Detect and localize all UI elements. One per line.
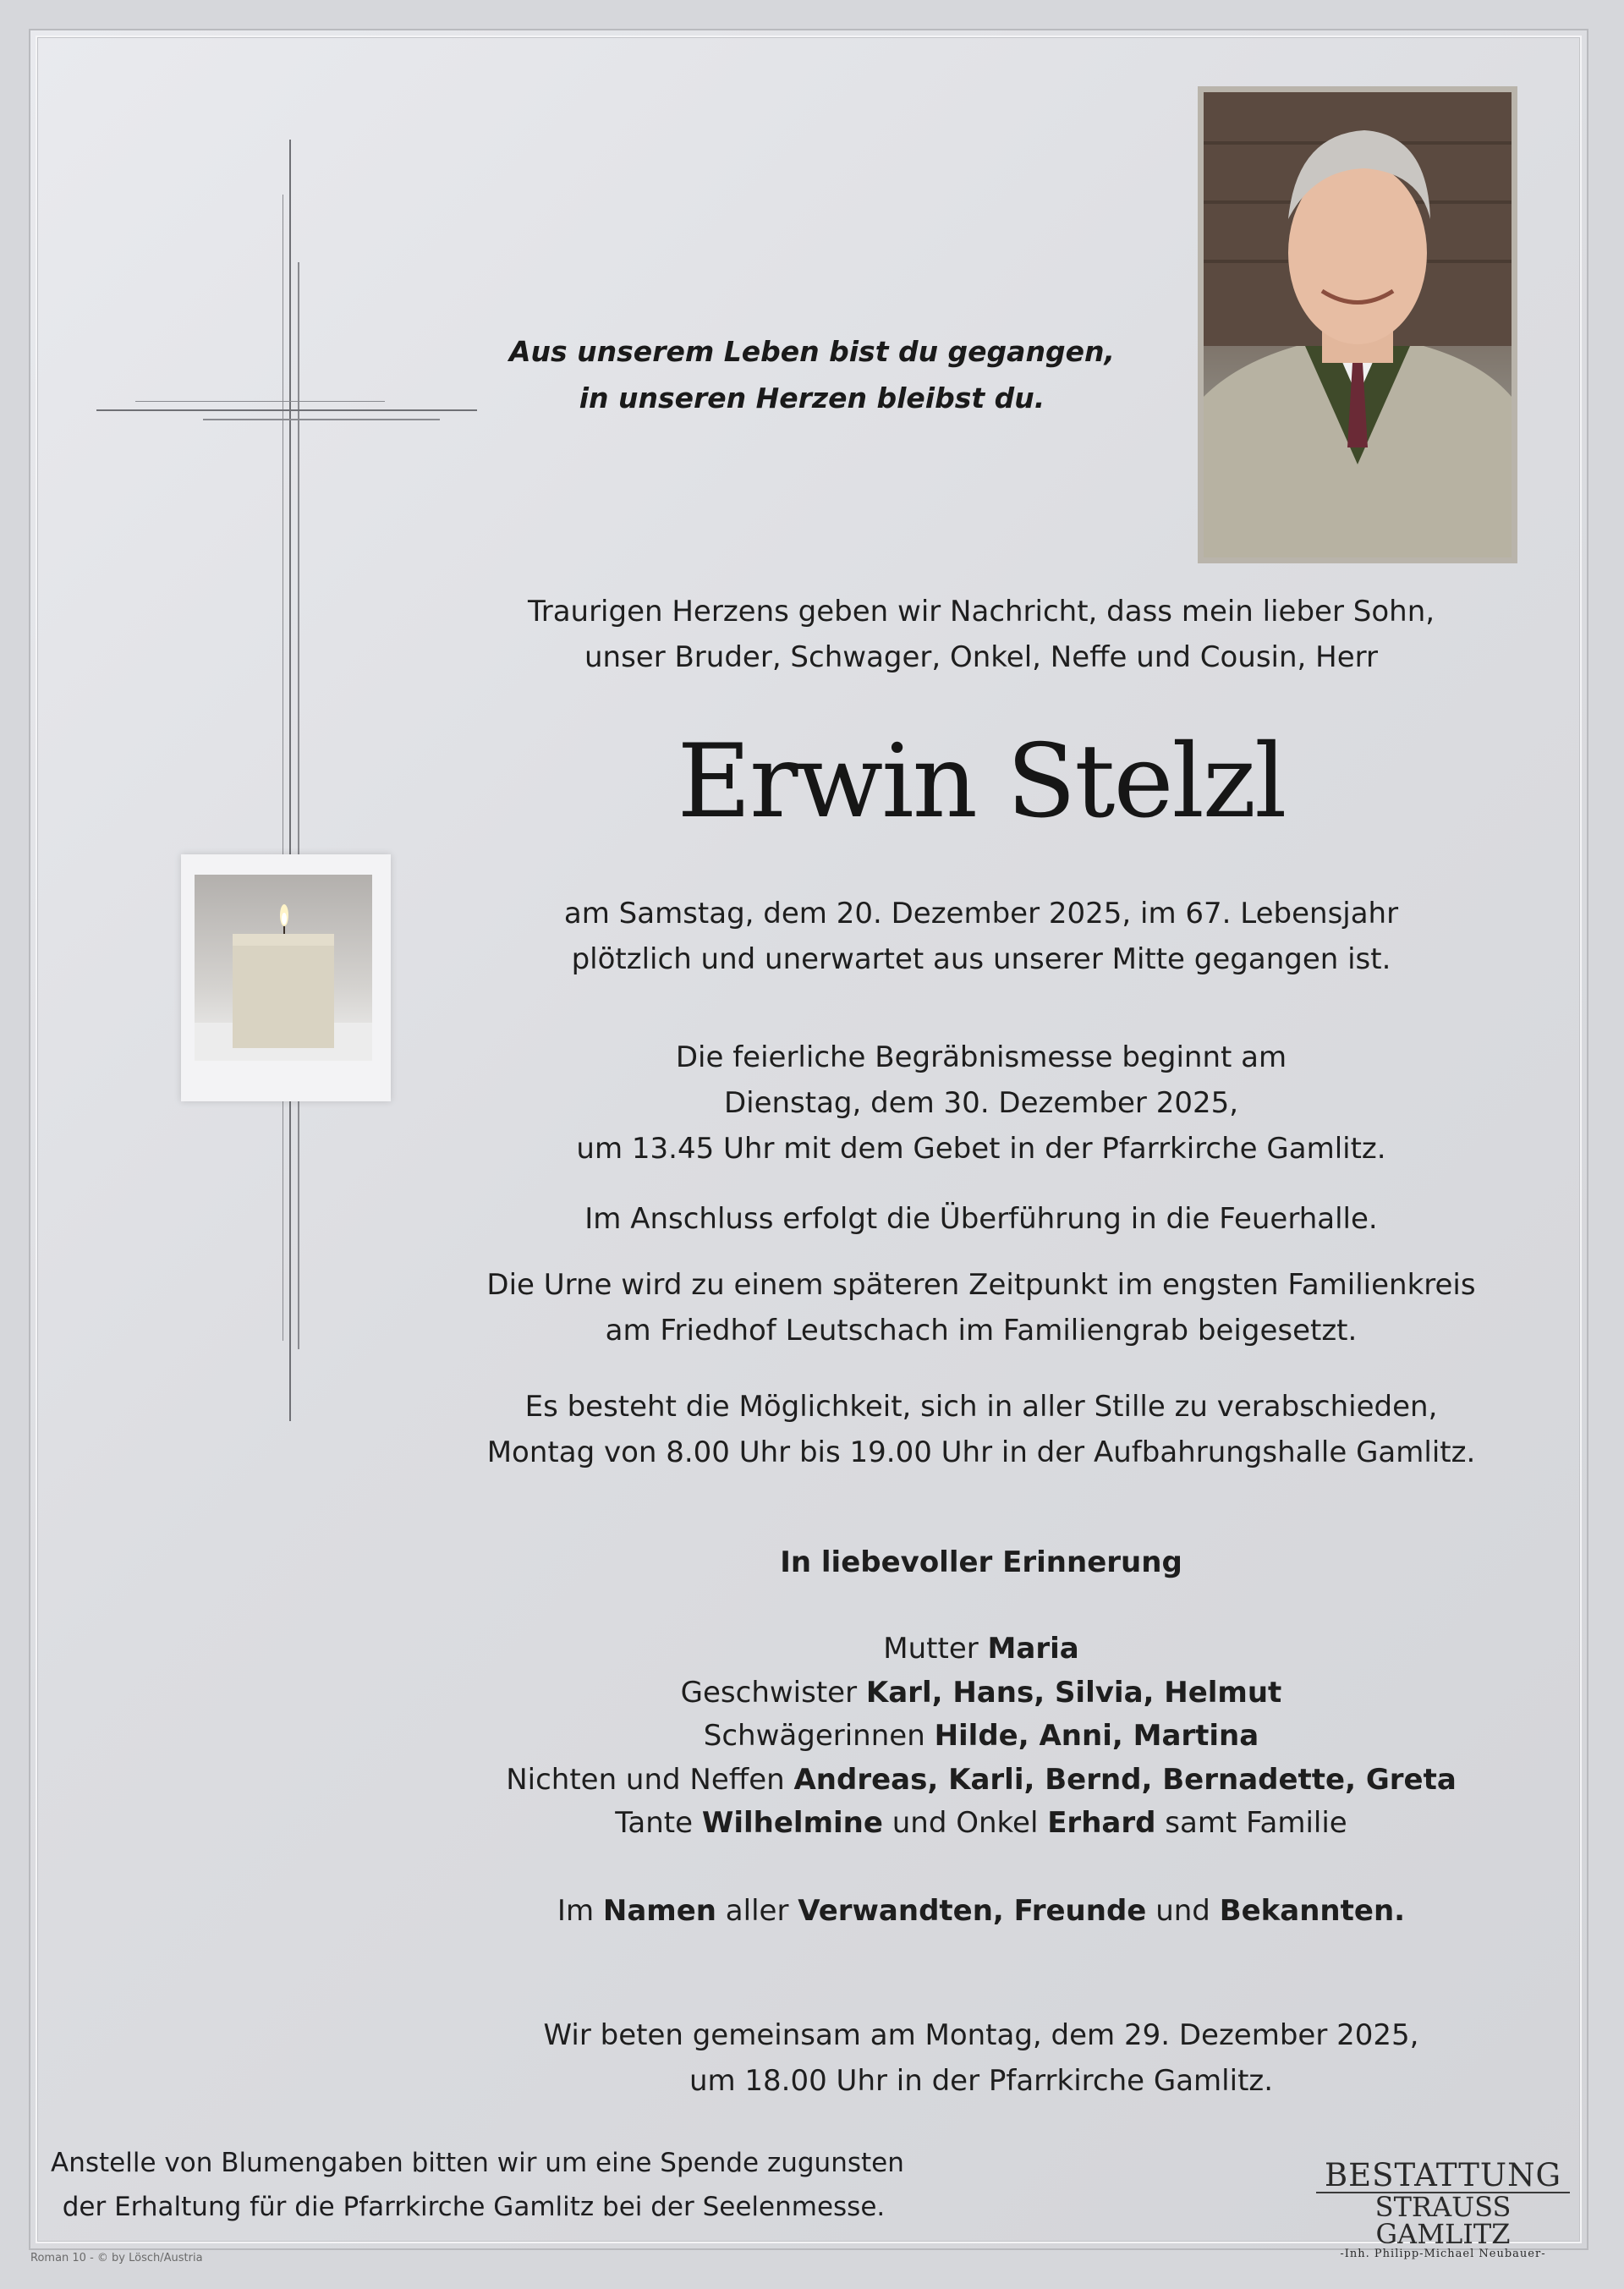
farewell-notice: [389, 1384, 1573, 1475]
prayer-line-1: Wir beten gemeinsam am Montag, dem 29. Dezember 2025,: [543, 2018, 1419, 2052]
logo-line-2: STRAUSS GAMLITZ: [1316, 2192, 1570, 2248]
mourner-mother: [389, 1628, 1573, 1671]
relatives-line: [389, 1888, 1573, 1934]
motto: [474, 328, 1150, 421]
urn-line-2: am Friedhof Leutschach im Familiengrab beigesetzt.: [605, 1314, 1358, 1348]
logo-line-1: BESTATTUNG: [1324, 2157, 1562, 2193]
intro-text: [474, 589, 1489, 680]
mourner-siblings: [389, 1671, 1573, 1715]
relatives-word-1: Im: [557, 1894, 595, 1928]
mourner-nieces: [389, 1759, 1573, 1803]
prayer-notice: [474, 2012, 1489, 2104]
funeral-line-3: um 13.45 Uhr mit dem Gebet in der Pfarrkirche Gamlitz.: [576, 1132, 1386, 1166]
relatives-word-2: Namen: [602, 1894, 716, 1928]
intro-line-1: Traurigen Herzens geben wir Nachricht, dass mein lieber Sohn,: [527, 595, 1435, 629]
family-suffix: samt Familie: [1165, 1806, 1347, 1840]
uncle-label: und Onkel: [892, 1806, 1039, 1840]
relatives-word-6: Bekannten.: [1219, 1894, 1406, 1928]
mother-label: Mutter: [883, 1632, 979, 1666]
funeral-line-1: Die feierliche Begräbnismesse beginnt am: [675, 1040, 1287, 1074]
farewell-line-1: Es besteht die Möglichkeit, sich in aller Stille zu verabschieden,: [524, 1390, 1438, 1424]
logo-line-3: -Inh. Philipp-Michael Neubauer-: [1340, 2248, 1546, 2260]
mourners-list: [389, 1628, 1573, 1846]
copyright-footnote: Roman 10 - © by Lösch/Austria: [30, 2252, 203, 2264]
portrait-icon: [1204, 92, 1512, 557]
aunt-name: Wilhelmine: [701, 1806, 883, 1840]
prayer-line-2: um 18.00 Uhr in der Pfarrkirche Gamlitz.: [689, 2064, 1274, 2098]
funeral-line-2: Dienstag, dem 30. Dezember 2025,: [723, 1086, 1239, 1120]
death-line-2: plötzlich und unerwartet aus unserer Mitte gegangen ist.: [571, 942, 1391, 976]
motto-line-1: Aus unserem Leben bist du gegangen,: [509, 335, 1115, 368]
mother-name: Maria: [987, 1632, 1079, 1666]
deceased-name: Erwin Stelzl: [677, 723, 1286, 841]
siblings-label: Geschwister: [680, 1675, 858, 1710]
urn-line-1: Die Urne wird zu einem späteren Zeitpunkt im engsten Familienkreis: [486, 1268, 1476, 1302]
donation-line-1: Anstelle von Blumengaben bitten wir um eine Spende zugunsten: [51, 2148, 904, 2178]
intro-line-2: unser Bruder, Schwager, Onkel, Neffe und Cousin, Herr: [584, 640, 1379, 674]
relatives-word-5: und: [1155, 1894, 1210, 1928]
transfer-notice: Im Anschluss erfolgt die Überführung in die Feuerhalle.: [584, 1202, 1378, 1236]
urn-notice: [389, 1262, 1573, 1353]
farewell-line-2: Montag von 8.00 Uhr bis 19.00 Uhr in der Aufbahrungshalle Gamlitz.: [486, 1435, 1476, 1469]
sisters-in-law-names: Hilde, Anni, Martina: [934, 1719, 1259, 1753]
candle-icon: [195, 875, 372, 1061]
nieces-names: Andreas, Karli, Bernd, Bernadette, Greta: [793, 1762, 1457, 1797]
motto-line-2: in unseren Herzen bleibst du.: [579, 382, 1045, 414]
nieces-label: Nichten und Neffen: [506, 1762, 785, 1797]
relatives-word-4: Verwandten, Freunde: [798, 1894, 1147, 1928]
donation-notice: [51, 2141, 904, 2229]
mourner-sisters-in-law: [389, 1715, 1573, 1759]
donation-line-2: der Erhaltung für die Pfarrkirche Gamlitz bei der Seelenmesse.: [62, 2192, 886, 2222]
funeral-notice: [474, 1035, 1489, 1172]
siblings-names: Karl, Hans, Silvia, Helmut: [865, 1675, 1282, 1710]
candle-picture: [181, 854, 391, 1101]
uncle-name: Erhard: [1047, 1806, 1156, 1840]
death-notice: [474, 891, 1489, 982]
death-line-1: am Samstag, dem 20. Dezember 2025, im 67. Lebensjahr: [563, 897, 1399, 930]
funeral-home-logo: [1316, 2157, 1570, 2261]
relatives-word-3: aller: [725, 1894, 789, 1928]
portrait-photo: [1198, 86, 1517, 563]
sisters-in-law-label: Schwägerinnen: [703, 1719, 925, 1753]
mourner-aunt-uncle: [389, 1802, 1573, 1846]
memory-heading: In liebevoller Erinnerung: [780, 1545, 1182, 1579]
aunt-label: Tante: [615, 1806, 694, 1840]
